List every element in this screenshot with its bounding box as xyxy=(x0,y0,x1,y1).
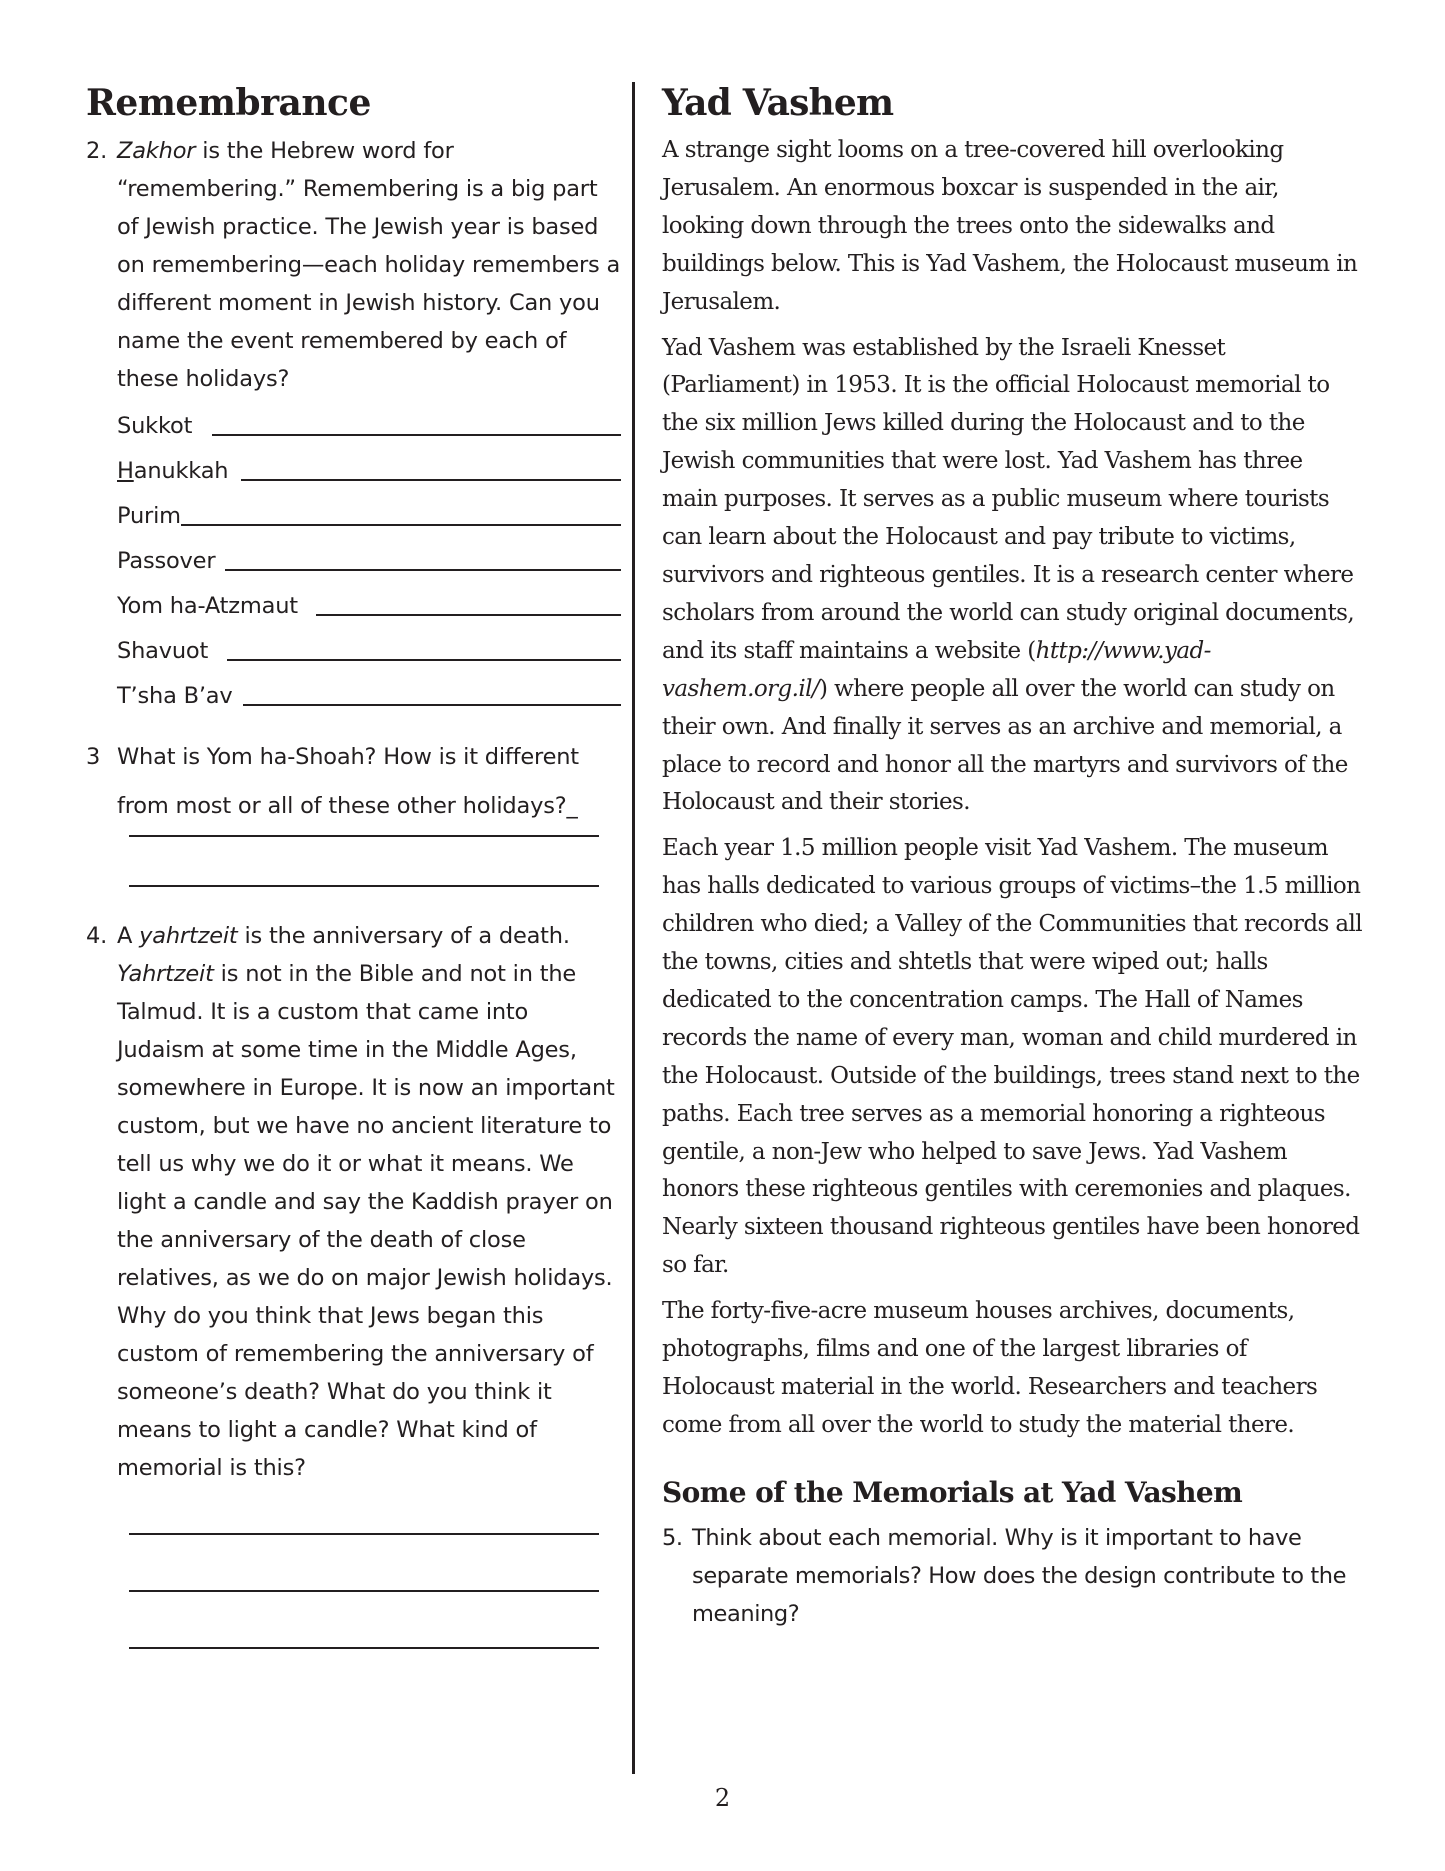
holiday-label: Shavuot xyxy=(117,638,209,664)
question-text: Think about each memorial. Why is it important to have separate memorials? How does the design contribute to the meaning? xyxy=(692,1524,1347,1627)
page-number: 2 xyxy=(714,1784,731,1812)
question-number: 3 xyxy=(86,744,101,770)
answer-blank[interactable] xyxy=(316,614,621,616)
question-5 xyxy=(662,1519,1362,1633)
holiday-row-purim xyxy=(117,490,621,535)
answer-line-2[interactable] xyxy=(129,885,599,887)
underlined-letter: H xyxy=(117,458,134,484)
left-column xyxy=(86,78,621,1649)
section-title-remembrance: Remembrance xyxy=(86,82,371,124)
answer-line-4[interactable] xyxy=(129,1590,599,1592)
answer-blank[interactable] xyxy=(225,569,621,571)
holiday-label xyxy=(117,452,228,490)
answer-blank[interactable] xyxy=(243,704,621,706)
answer-blank[interactable] xyxy=(212,434,621,436)
question-text: is the Hebrew word for “remembering.” Remembering is a big part of Jewish practice. The Jewish year is based on remembering—each holiday remembers a different moment in Jewish history. Can you name the event remembered by each of these holidays? xyxy=(117,138,621,392)
paragraph-history xyxy=(662,330,1362,823)
italic-term: Yahrtzeit xyxy=(117,961,214,987)
question-text: What is Yom ha-Shoah? How is it different from most or all of these other holidays?_ xyxy=(117,744,579,819)
question-3 xyxy=(86,733,621,831)
italic-term: Zakhor xyxy=(117,138,196,164)
holiday-row-hanukkah xyxy=(117,445,621,490)
section-title-yad-vashem: Yad Vashem xyxy=(662,82,894,124)
subheading-memorials: Some of the Memorials at Yad Vashem xyxy=(662,1475,1243,1509)
website-link[interactable]: http://www.yad-vashem.org.il/ xyxy=(662,637,1211,702)
holiday-row-shavuot xyxy=(117,625,621,670)
answer-blank[interactable] xyxy=(241,479,621,481)
question-number: 4. xyxy=(86,923,108,949)
holiday-label: Purim xyxy=(117,503,181,529)
question-4 xyxy=(86,917,621,1487)
holiday-list xyxy=(86,400,621,715)
holiday-row-passover xyxy=(117,535,621,580)
question-number: 2. xyxy=(86,138,108,164)
paragraph-archives: The forty-five-acre museum houses archives, documents, photographs, films and one of the largest libraries of Holocaust material in the world. Researchers and teachers come from all over the world to study the material there. xyxy=(662,1298,1318,1438)
paragraph-intro: A strange sight looms on a tree-covered hill overlooking Jerusalem. An enormous boxcar is suspended in the air, looking down through the trees onto the sidewalks and buildings below. This is Yad Vashem, the Holocaust museum in Jerusalem. xyxy=(662,137,1358,315)
italic-term: yahrtzeit xyxy=(139,923,238,949)
holiday-label: Yom ha-Atzmaut xyxy=(117,593,298,619)
holiday-row-tisha-bav xyxy=(117,670,621,715)
holiday-row-sukkot xyxy=(117,400,621,445)
answer-blank[interactable] xyxy=(227,659,621,661)
paragraph-text: Yad Vashem was established by the Israeli Knesset (Parliament) in 1953. It is the official Holocaust memorial to the six million Jews killed during the Holocaust and to the Jewish communities that were lost. Yad Vashem has three main purposes. It serves as a public museum where tourists can learn about the Holocaust and pay tribute to victims, survivors and righteous gentiles. It is a research center where scholars from around the world can study original documents, and its staff maintains a website ( xyxy=(662,334,1355,664)
answer-line-3[interactable] xyxy=(129,1533,599,1535)
right-column xyxy=(662,78,1362,1633)
holiday-row-yom-ha-atzmaut xyxy=(117,580,621,625)
label-rest: anukkah xyxy=(133,458,229,484)
holiday-label: T’sha B’av xyxy=(117,683,233,709)
paragraph-text: ) where people all over the world can study on their own. And finally it serves as an archive and memorial, a place to record and honor all the martyrs and survivors of the Holocaust and their stories. xyxy=(662,675,1348,816)
question-text-mid: is the anniversary of a death. xyxy=(237,923,570,949)
answer-blank[interactable] xyxy=(181,524,621,526)
answer-line-1[interactable] xyxy=(129,835,599,837)
column-divider xyxy=(632,82,635,1774)
holiday-label: Sukkot xyxy=(117,413,193,439)
question-text: is not in the Bible and not in the Talmud. It is a custom that came into Judaism at some time in the Middle Ages, somewhere in Europe. It is now an important custom, but we have no ancient literature to tell us why we do it or what it means. We light a candle and say the Kaddish prayer on the anniversary of the death of close relatives, as we do on major Jewish holidays. Why do you think that Jews began this custom of remembering the anniversary of someone’s death? What do you think it means to light a candle? What kind of memorial is this? xyxy=(117,961,615,1481)
question-2 xyxy=(86,132,621,398)
question-text-pre: A xyxy=(117,923,140,949)
question-number: 5. xyxy=(662,1524,683,1551)
answer-line-5[interactable] xyxy=(129,1647,599,1649)
paragraph-visitors: Each year 1.5 million people visit Yad Vashem. The museum has halls dedicated to various groups of victims–the 1.5 million children who died; a Valley of the Communities that records all the towns, cities and shtetls that were wiped out; halls dedicated to the concentration camps. The Hall of Names records the name of every man, woman and child murdered in the Holocaust. Outside of the buildings, trees stand next to the paths. Each tree serves as a memorial honoring a righteous gentile, a non-Jew who helped to save Jews. Yad Vashem honors these righteous gentiles with ceremonies and plaques. Nearly sixteen thousand righteous gentiles have been honored so far. xyxy=(662,835,1362,1279)
holiday-label: Passover xyxy=(117,548,216,574)
